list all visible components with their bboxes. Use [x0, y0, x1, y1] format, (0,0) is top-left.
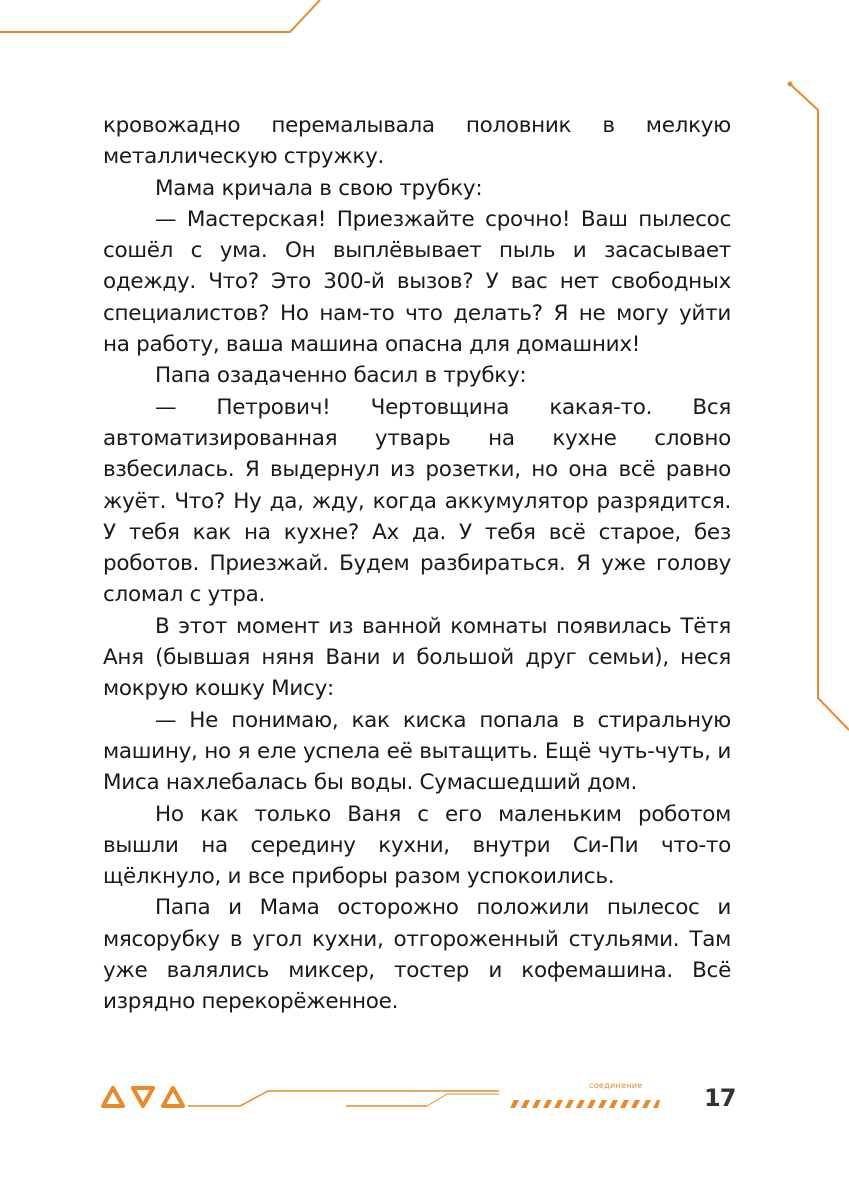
footer-label: соединение	[589, 1081, 643, 1090]
paragraph: Папа и Мама осторожно положили пылесос и мясорубку в угол кухни, отгороженный стульями. Там уже валялись миксер, тостер и кофемашина. Всё изрядно перекорёженное.	[103, 895, 731, 1015]
triangles-logo-icon	[103, 1088, 183, 1106]
paragraph: В этот момент из ванной комнаты появилась Тётя Аня (бывшая няня Вани и большой друг семьи), неся мокрую кошку Мису:	[103, 613, 731, 702]
paragraph: Мама кричала в свою трубку:	[155, 175, 483, 201]
page-number: 17	[704, 1084, 736, 1112]
right-frame-line	[788, 82, 849, 731]
top-left-frame-line	[0, 0, 320, 32]
footer-rule	[188, 1091, 499, 1106]
paragraph: Но как только Ваня с его маленьким роботом вышли на середину кухни, внутри Си-Пи что-то щёлкнуло, и все приборы разом успокоились.	[103, 801, 731, 890]
hatch-stripes	[510, 1100, 660, 1108]
paragraph: кровожадно перемалывала половник в мелкую металлическую стружку.	[103, 113, 731, 170]
paragraph: — Мастерская! Приезжайте срочно! Ваш пылесос сошёл с ума. Он выплёвывает пыль и засасывает одежду. Что? Это 300-й вызов? У вас нет свободных специалистов? Но нам-то что делать? Я не могу уйти на работу, ваша машина опасна для домашних!	[103, 206, 731, 358]
paragraph: Папа озадаченно басил в трубку:	[155, 363, 527, 389]
paragraph: — Петрович! Чертовщина какая-то. Вся автоматизированная утварь на кухне словно взбесилась. Я выдернул из розетки, но она всё равно жуёт. Что? Ну да, жду, когда аккумулятор разрядится. У тебя как на кухне? Ах да. У тебя всё старое, без роботов. Приезжай. Будем разбираться. Я уже голову сломал с утра.	[103, 394, 731, 608]
paragraph: — Не понимаю, как киска попала в стиральную машину, но я еле успела её вытащить. Ещё чуть-чуть, и Миса нахлебалась бы воды. Сумасшедший дом.	[103, 707, 731, 796]
body-text	[103, 110, 731, 1018]
